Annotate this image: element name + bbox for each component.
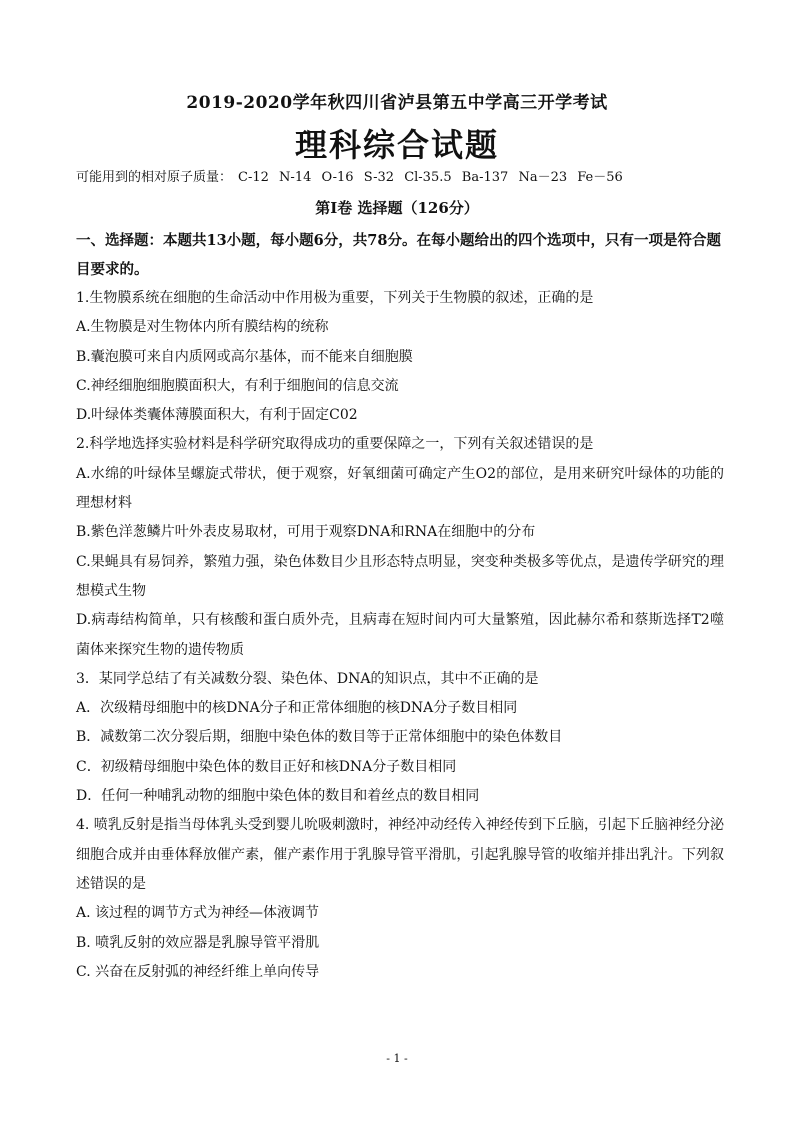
question-3 [76,665,724,811]
question-1 [76,284,724,430]
question-option: A.生物膜是对生物体内所有膜结构的统称 [76,319,329,336]
question-option: D.病毒结构简单，只有核酸和蛋白质外壳，且病毒在短时间内可大量繁殖，因此赫尔希和蔡斯选择T2噬菌体来探究生物的遗传物质 [76,612,724,658]
atomic-mass-item: Fe－56 [577,170,623,185]
section-title: 第Ⅰ卷 选择题（126分） [315,199,479,217]
question-option: D．任何一种哺乳动物的细胞中染色体的数目和着丝点的数目相同 [76,788,480,805]
question-option: C.果蝇具有易饲养，繁殖力强，染色体数目少且形态特点明显，突变种类极多等优点，是遗传学研究的理想模式生物 [76,553,724,599]
atomic-mass-item: Cl-35.5 [404,170,452,185]
question-option: C．初级精母细胞中染色体的数目正好和核DNA分子数目相同 [76,758,457,775]
question-option: C. 兴奋在反射弧的神经纤维上单向传导 [76,963,320,980]
question-stem: 2.科学地选择实验材料是科学研究取得成功的重要保障之一，下列有关叙述错误的是 [76,436,594,453]
question-stem: 3．某同学总结了有关减数分裂、染色体、DNA的知识点，其中不正确的是 [76,670,539,687]
question-option: B．减数第二次分裂后期，细胞中染色体的数目等于正常体细胞中的染色体数目 [76,729,563,746]
question-option: B.囊泡膜可来自内质网或高尔基体，而不能来自细胞膜 [76,348,413,365]
section-instruction: 一、选择题：本题共13小题，每小题6分，共78分。在每小题给出的四个选项中，只有一项是符合题目要求的。 [76,232,721,278]
question-option: A．次级精母细胞中的核DNA分子和正常体细胞的核DNA分子数目相同 [76,700,518,717]
atomic-mass-item: N-14 [279,170,312,185]
page-title: 理科综合试题 [294,126,499,164]
question-option: A. 该过程的调节方式为神经—体液调节 [76,905,320,922]
atomic-mass-item: Ba-137 [461,170,509,185]
question-option: B.紫色洋葱鳞片叶外表皮易取材，可用于观察DNA和RNA在细胞中的分布 [76,524,536,541]
atomic-mass-item: Na－23 [518,170,568,185]
question-option: C.神经细胞细胞膜面积大，有利于细胞间的信息交流 [76,377,399,394]
atomic-masses-line [76,166,623,185]
page-number: - 1 - [386,1052,408,1065]
question-4 [76,811,724,987]
question-option: B. 喷乳反射的效应器是乳腺导管平滑肌 [76,934,320,951]
atomic-mass-item: S-32 [363,170,395,185]
question-option: A.水绵的叶绿体呈螺旋式带状，便于观察，好氧细菌可确定产生O2的部位，是用来研究叶绿体的功能的理想材料 [76,465,724,512]
atomic-mass-item: O-16 [321,170,354,185]
atomic-mass-item: C-12 [238,170,269,185]
question-2 [76,430,724,664]
atomic-masses-label: 可能用到的相对原子质量： [76,170,233,185]
question-stem: 1.生物膜系统在细胞的生命活动中作用极为重要，下列关于生物膜的叙述，正确的是 [76,290,594,306]
school-exam-line: 2019-2020学年秋四川省泸县第五中学高三开学考试 [186,93,608,113]
questions-list [76,284,724,987]
question-option: D.叶绿体类囊体薄膜面积大，有利于固定C02 [76,407,358,424]
question-stem: 4. 喷乳反射是指当母体乳头受到婴儿吮吸刺激时，神经冲动经传入神经传到下丘脑，引起下丘脑神经分泌细胞合成并由垂体释放催产素，催产素作用于乳腺导管平滑肌，引起乳腺导管的收缩并排出乳汁。下列叙述错误的是 [76,817,724,892]
